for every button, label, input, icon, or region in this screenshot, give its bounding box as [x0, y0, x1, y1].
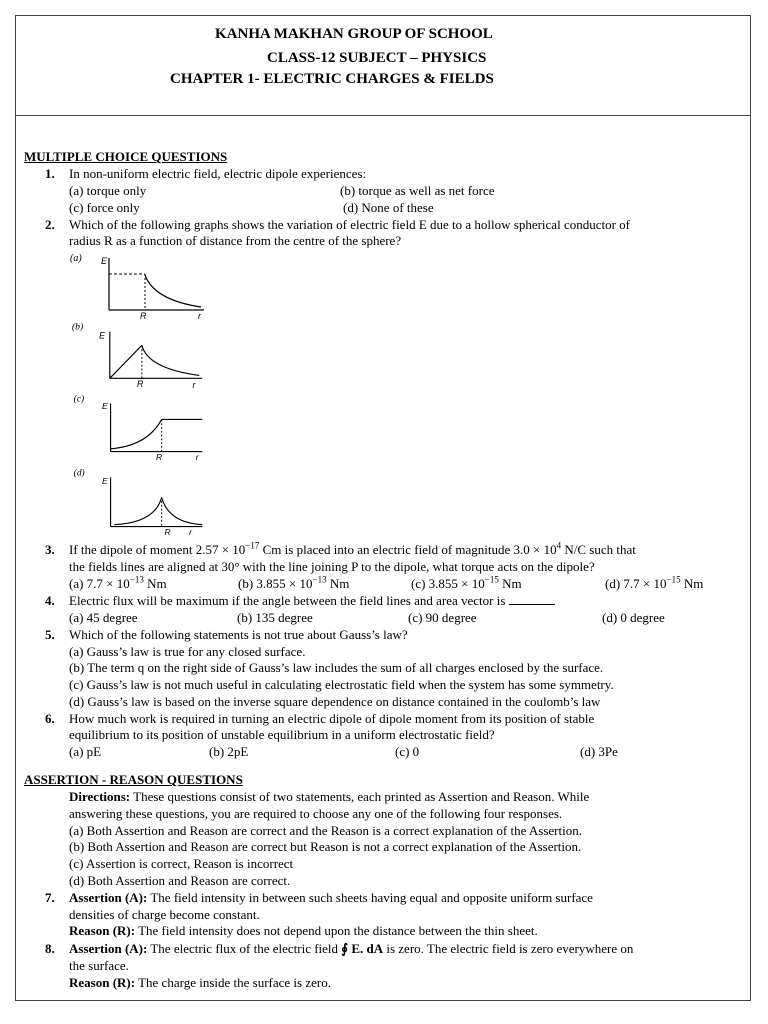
graph-b-curve	[142, 345, 199, 375]
class-subject: CLASS-12 SUBJECT – PHYSICS	[267, 50, 487, 66]
graph-d-left-curve	[114, 497, 161, 524]
graph-b	[68, 320, 208, 390]
graph-b-rising-line	[110, 345, 142, 378]
graph-d-r-label: R	[164, 527, 171, 536]
graph-c-label: (c)	[73, 394, 85, 405]
q2-text-line1: Which of the following graphs shows the variation of electric field E due to a hollow spherical conductor of	[69, 217, 630, 232]
q4-number: 4.	[45, 593, 55, 608]
graph-c	[68, 392, 208, 462]
q5-option-a: (a) Gauss’s law is true for any closed surface.	[69, 644, 306, 659]
q1-number: 1.	[45, 166, 55, 181]
graph-c-curve	[111, 419, 162, 448]
q7-assertion-line2: densities of charge become constant.	[69, 907, 260, 922]
graph-d-y-label: E	[102, 475, 108, 486]
header-divider	[15, 115, 751, 116]
q3-number: 3.	[45, 542, 55, 557]
q6-option-b: (b) 2pE	[209, 744, 249, 759]
q6-number: 6.	[45, 711, 55, 726]
graph-b-y-label: E	[99, 330, 105, 341]
q6-option-a: (a) pE	[69, 744, 102, 759]
graph-d	[68, 466, 208, 536]
q8-assertion-line1: Assertion (A): The electric flux of the electric field ∮ E. dA is zero. The electric field is zero everywhere on	[69, 941, 634, 956]
q3-option-a: (a) $7.7 \times 10^{-13}$ Nm	[69, 574, 167, 591]
graph-c-r-label: R	[155, 452, 163, 462]
ar-option-c: (c) Assertion is correct, Reason is incorrect	[69, 856, 294, 871]
graph-a-curve	[145, 275, 201, 307]
q1-option-d: (d) None of these	[343, 200, 434, 215]
q3-text-line1: If the dipole of moment $2.57 \times 10^{-17}$ Cm is placed into an electric field of magnitude $3.0 \times 10^4$ N/C such that	[69, 540, 636, 557]
q4-text: Electric flux will be maximum if the angle between the field lines and area vector is	[69, 593, 555, 609]
graph-a-label: (a)	[70, 253, 82, 264]
graph-b-r-label: R	[137, 379, 144, 390]
q8-assertion-line2: the surface.	[69, 958, 129, 973]
q2-text-line2: radius R as a function of distance from the centre of the sphere?	[69, 233, 402, 248]
q8-reason: Reason (R): The charge inside the surface is zero.	[69, 975, 331, 990]
q4-option-d: (d) 0 degree	[602, 610, 665, 625]
graph-c-y-label: E	[102, 401, 108, 412]
q5-option-d: (d) Gauss’s law is based on the inverse square dependence on distance contained in the coulomb’s law	[69, 694, 601, 709]
graph-d-right-curve	[162, 497, 203, 524]
q5-text: Which of the following statements is not true about Gauss’s law?	[69, 627, 408, 642]
q1-option-c: (c) force only	[69, 200, 140, 215]
q1-text: In non-uniform electric field, electric dipole experiences:	[69, 166, 367, 181]
q3-option-c: (c) $3.855 \times 10^{-15}$ Nm	[411, 574, 522, 591]
q4-option-c: (c) 90 degree	[408, 610, 477, 625]
graph-d-label: (d)	[73, 468, 85, 479]
ar-option-a: (a) Both Assertion and Reason are correct and the Reason is a correct explanation of the Assertion.	[69, 823, 582, 838]
graph-b-label: (b)	[71, 321, 84, 333]
ar-option-b: (b) Both Assertion and Reason are correct but Reason is not a correct explanation of the Assertion.	[69, 839, 582, 854]
q6-text-line2: equilibrium to its position of unstable equilibrium in a uniform electrostatic field?	[69, 727, 495, 742]
answer-blank	[509, 593, 555, 605]
ar-heading: ASSERTION - REASON QUESTIONS	[24, 772, 243, 787]
q8-number: 8.	[45, 941, 55, 956]
q7-reason: Reason (R): The field intensity does not depend upon the distance between the thin sheet.	[69, 923, 538, 938]
ar-directions-line2: answering these questions, you are required to choose any one of the following four responses.	[69, 806, 563, 821]
q6-text-line1: How much work is required in turning an electric dipole of dipole moment from its position of stable	[69, 711, 595, 726]
graph-a	[68, 250, 208, 320]
mcq-heading: MULTIPLE CHOICE QUESTIONS	[24, 149, 228, 164]
q1-option-b: (b) torque as well as net force	[340, 183, 495, 198]
graph-b-x-label: r	[192, 380, 196, 390]
q1-option-a: (a) torque only	[69, 183, 147, 198]
q3-text-line2: the fields lines are aligned at 30° with the line joining P to the dipole, what torque acts on the dipole?	[69, 559, 595, 574]
q6-option-c: (c) 0	[395, 744, 420, 759]
q6-option-d: (d) 3Pe	[580, 744, 618, 759]
q3-option-d: (d) $7.7 \times 10^{-15}$ Nm	[605, 574, 704, 591]
q5-option-b: (b) The term q on the right side of Gauss’s law includes the sum of all charges enclosed by the surface.	[69, 660, 604, 675]
q2-number: 2.	[45, 217, 55, 232]
q5-number: 5.	[45, 627, 55, 642]
q4-option-a: (a) 45 degree	[69, 610, 138, 625]
q3-option-b: (b) $3.855 \times 10^{-13}$ Nm	[238, 574, 350, 591]
ar-option-d: (d) Both Assertion and Reason are correct.	[69, 873, 291, 888]
school-name: KANHA MAKHAN GROUP OF SCHOOL	[215, 26, 493, 42]
chapter-title: CHAPTER 1- ELECTRIC CHARGES & FIELDS	[170, 71, 494, 87]
graph-a-x-label: r	[198, 311, 201, 320]
q4-option-b: (b) 135 degree	[237, 610, 313, 625]
graph-d-x-label: r	[189, 527, 192, 536]
q7-number: 7.	[45, 890, 55, 905]
graph-c-x-label: r	[195, 452, 199, 462]
graph-a-r-label: R	[140, 311, 147, 320]
q7-assertion-line1: Assertion (A): The field intensity in between such sheets having equal and opposite uniform surface	[69, 890, 593, 905]
graph-a-y-label: E	[101, 256, 108, 266]
q5-option-c: (c) Gauss’s law is not much useful in calculating electrostatic field when the system has some symmetry.	[69, 677, 614, 692]
ar-directions-line1: Directions: These questions consist of two statements, each printed as Assertion and Reason. While	[69, 789, 590, 804]
